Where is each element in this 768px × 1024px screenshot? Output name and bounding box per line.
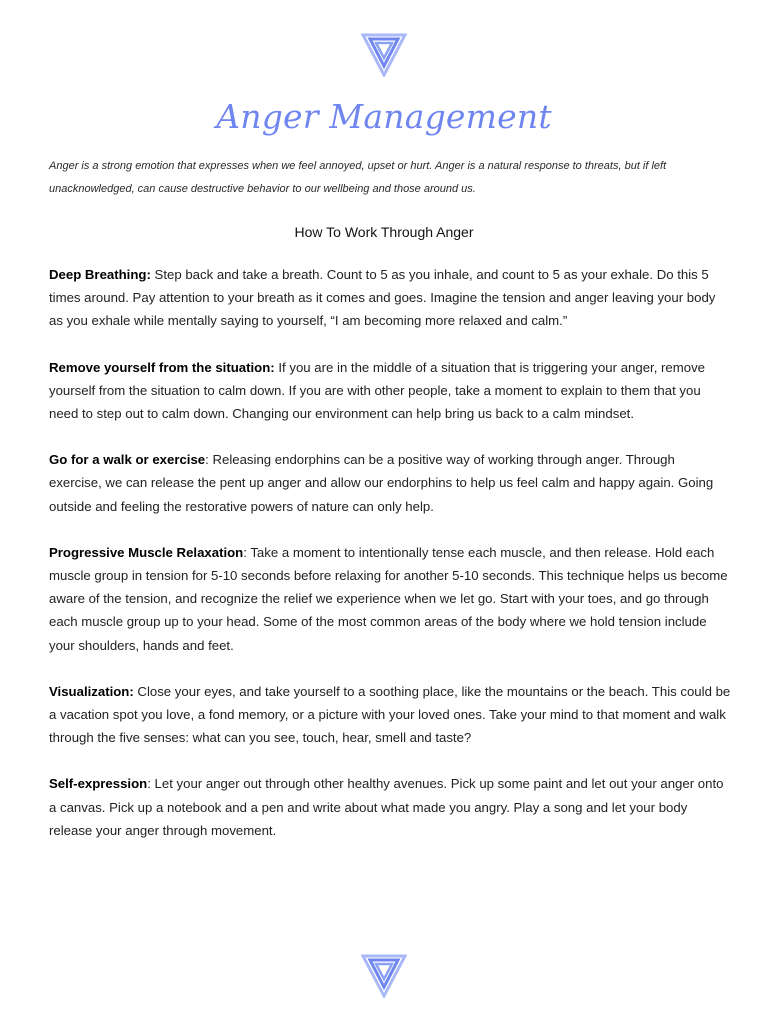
- technique-list: [49, 263, 731, 865]
- technique-visualization: [49, 680, 731, 750]
- technique-deep-breathing: [49, 263, 731, 333]
- technique-label: Progressive Muscle Relaxation: [49, 544, 244, 560]
- intro-paragraph: Anger is a strong emotion that expresses when we feel annoyed, upset or hurt. Anger is a natural response to threats, but if left unacknowledged, can cause destructive behavior to our wellbeing and those around us.: [49, 160, 667, 195]
- technique-text: : Let your anger out through other healthy avenues. Pick up some paint and let out your anger onto a canvas. Pick up a notebook and a pen and write about what made you angry. Play a song and let your body release your anger through movement.: [49, 776, 724, 838]
- technique-muscle-relaxation: [49, 541, 731, 657]
- technique-text: Close your eyes, and take yourself to a soothing place, like the mountains or the beach. This could be a vacation spot you love, a fond memory, or a picture with your loved ones. Take your mind to that moment and walk through the five senses: what can you see, touch, hear, smell and taste?: [49, 683, 731, 746]
- technique-text: : Take a moment to intentionally tense each muscle, and then release. Hold each muscle group in tension for 5-10 seconds before relaxing for another 5-10 seconds. This technique helps us become aware of the tension, and recognize the relief we experience when we let go. Start with your toes, and go through each muscle group up to your head. Some of the most common areas of the body where we hold tension include your shoulders, hands and feet.: [49, 544, 728, 653]
- section-heading: How To Work Through Anger: [294, 224, 474, 240]
- triangle-logo-icon: [361, 33, 407, 77]
- technique-label: Deep Breathing:: [49, 267, 151, 282]
- technique-text: If you are in the middle of a situation that is triggering your anger, remove yourself from the situation to calm down. If you are with other people, take a moment to explain to them that you need to step out to calm down. Changing our environment can help bring us back to a calm mindset.: [49, 359, 705, 422]
- technique-walk-exercise: [49, 448, 731, 518]
- triangle-logo-icon: [361, 954, 407, 998]
- technique-label: Self-expression: [49, 776, 148, 792]
- page-title: Anger Management: [216, 97, 552, 136]
- technique-label: Visualization:: [49, 683, 134, 699]
- technique-label: Go for a walk or exercise: [49, 452, 206, 468]
- technique-label: Remove yourself from the situation:: [49, 359, 275, 375]
- technique-text: Step back and take a breath. Count to 5 as you inhale, and count to 5 as your exhale. Do this 5 times around. Pay attention to your breath as it comes and goes. Imagine the tension and anger leaving your body as you exhale while mentally saying to yourself, “I am becoming more relaxed and calm.”: [49, 267, 716, 329]
- technique-text: : Releasing endorphins can be a positive way of working through anger. Through exercise, we can release the pent up anger and allow our endorphins to help us feel calm and happy again. Going outside and feeling the restorative powers of nature can only help.: [49, 452, 714, 514]
- technique-remove-yourself: [49, 356, 731, 426]
- technique-self-expression: [49, 772, 731, 842]
